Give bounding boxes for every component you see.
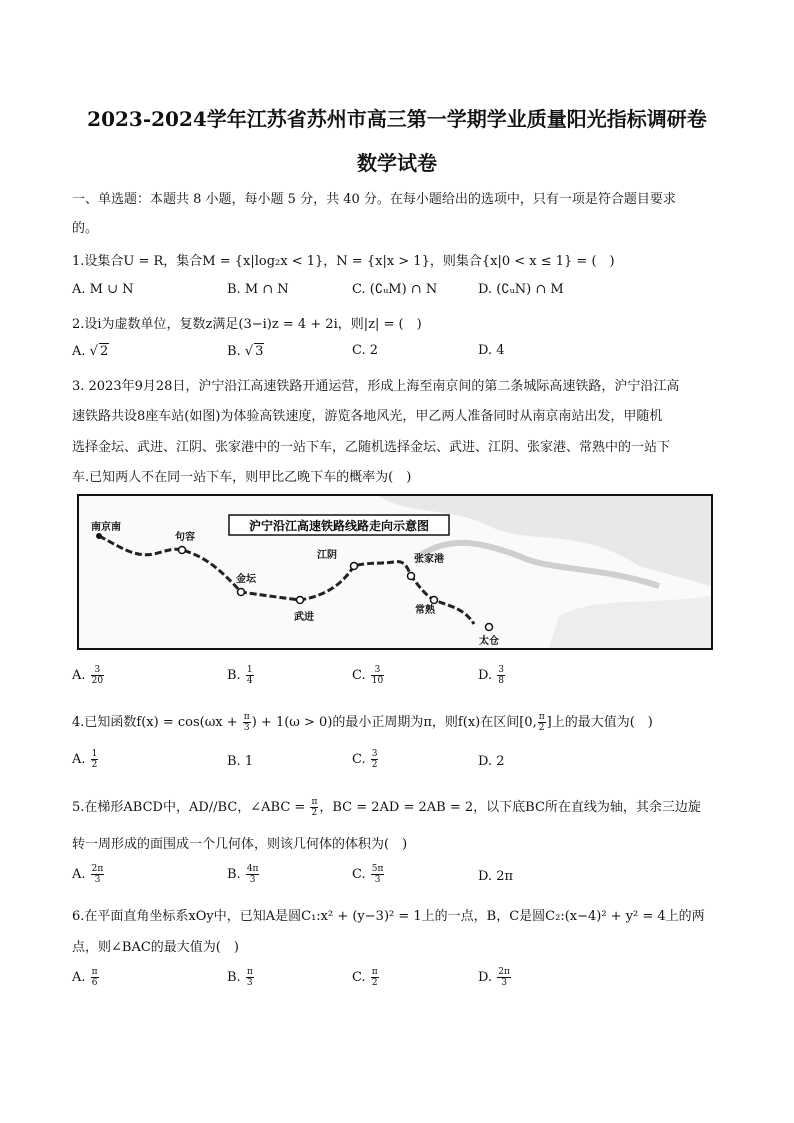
q3-option-b-den: 4 <box>246 676 253 686</box>
railway-map-title: 沪宁沿江高速铁路线路走向示意图 <box>248 519 430 533</box>
q2-option-b-label: B. <box>227 344 245 359</box>
station-label-jurong: 句容 <box>175 532 195 543</box>
q3-option-d-den: 8 <box>498 676 504 686</box>
q4-stem-part2: ) + 1(ω > 0)的最小正周期为π，则f(x)在区间[0, <box>251 715 537 730</box>
q4-option-c-den: 2 <box>371 760 378 770</box>
q2-option-a-label: A. <box>72 344 90 359</box>
q6-option-b-label: B. <box>227 970 245 985</box>
q6-option-a <box>72 967 100 988</box>
q5-option-a-num: 2π <box>91 864 104 874</box>
q3-option-d <box>478 665 506 686</box>
q3-option-d-num: 3 <box>498 665 504 675</box>
q4-option-a-den: 2 <box>91 760 98 770</box>
q3-option-c <box>352 665 385 686</box>
q2-option-a: A. √ 2 <box>72 344 109 359</box>
station-label-taicang: 太仓 <box>479 636 499 647</box>
railway-map-figure <box>79 496 711 648</box>
q3-option-d-label: D. <box>478 668 497 683</box>
document-title: 2023-2024学年江苏省苏州市高三第一学期学业质量阳光指标调研卷 <box>87 107 707 131</box>
section-heading-line2: 的。 <box>72 221 99 236</box>
q4-stem <box>72 711 653 733</box>
q5-option-a <box>72 864 105 885</box>
q5-option-a-label: A. <box>72 867 90 882</box>
document-subtitle: 数学试卷 <box>357 151 437 175</box>
q1-stem: 1.设集合U = R，集合M = {x|log₂x < 1}，N = {x|x > 1}，则集合{x|0 < x ≤ 1} = ( ) <box>72 254 615 269</box>
q6-option-c-label: C. <box>352 970 370 985</box>
q6-option-c-den: 2 <box>371 978 378 988</box>
q3-option-c-den: 10 <box>371 676 384 686</box>
q6-option-a-num: π <box>91 967 98 977</box>
station-label-wujin: 武进 <box>294 612 314 623</box>
q3-stem-line2: 速铁路共设8座车站(如图)为体验高铁速度，游览各地风光，甲乙两人准备同时从南京南站出发，甲随机 <box>72 409 663 424</box>
q5-stem-line2: 转一周形成的面围成一个几何体，则该几何体的体积为( ) <box>72 837 408 852</box>
q6-option-b-num: π <box>246 967 253 977</box>
q6-option-a-label: A. <box>72 970 90 985</box>
q3-stem-line3: 选择金坛、武进、江阴、张家港中的一站下车，乙随机选择金坛、武进、江阴、张家港、常熟中的一站下 <box>72 440 671 455</box>
q6-option-b <box>227 967 255 988</box>
railway-map <box>77 494 713 650</box>
q4-frac2-num: π <box>538 712 545 722</box>
q6-option-c-num: π <box>371 967 378 977</box>
q5-option-b-num: 4π <box>246 864 259 874</box>
q6-option-d <box>478 967 512 988</box>
q3-option-a-den: 20 <box>91 676 104 686</box>
q3-option-c-num: 3 <box>371 665 384 676</box>
q3-option-a <box>72 665 105 686</box>
q2-option-a-radicand: 2 <box>99 344 109 359</box>
q4-option-a-label: A. <box>72 752 90 767</box>
q2-stem: 2.设i为虚数单位，复数z满足(3−i)z = 4 + 2i，则|z| = ( ) <box>72 317 422 332</box>
q5-option-b <box>227 864 260 885</box>
q5-option-b-label: B. <box>227 867 245 882</box>
station-label-jintan: 金坛 <box>236 574 256 585</box>
q4-stem-part1: 4.已知函数f(x) = cos(ωx + <box>72 715 242 730</box>
q2-option-c: C. 2 <box>352 343 379 358</box>
q4-option-c <box>352 749 379 770</box>
q5-option-a-den: 3 <box>94 875 101 885</box>
q4-frac2-den: 2 <box>538 723 545 733</box>
q6-stem-line1: 6.在平面直角坐标系xOy中，已知A是圆C₁:x² + (y−3)² = 1上的一点，B，C是圆C₂:(x−4)² + y² = 4上的两 <box>72 909 705 924</box>
q6-stem-line2: 点，则∠BAC的最大值为( ) <box>72 940 239 955</box>
q3-option-a-num: 3 <box>91 665 104 676</box>
q4-option-b: B. 1 <box>227 754 254 769</box>
q6-option-d-label: D. <box>478 970 497 985</box>
q4-option-a-num: 1 <box>91 749 98 759</box>
q6-option-d-den: 3 <box>501 978 507 988</box>
q6-option-b-den: 3 <box>246 978 253 988</box>
q5-frac-den: 2 <box>311 808 318 818</box>
q5-stem-part1: 5.在梯形ABCD中，AD//BC，∠ABC = <box>72 800 310 815</box>
q1-option-b: B. M ∩ N <box>227 282 289 297</box>
q5-option-c <box>352 864 385 885</box>
q5-frac-num: π <box>311 797 318 807</box>
q3-stem-line4: 车.已知两人不在同一站下车，则甲比乙晚下车的概率为( ) <box>72 470 412 485</box>
q3-option-b-label: B. <box>227 668 245 683</box>
q1-option-d: D. (∁ᵤN) ∩ M <box>478 282 564 297</box>
q6-option-d-num: 2π <box>498 967 510 977</box>
station-label-jiangyin: 江阴 <box>317 550 337 561</box>
station-label-nanjingnan: 南京南 <box>91 522 121 533</box>
q5-stem-line1 <box>72 796 701 818</box>
q2-option-d: D. 4 <box>478 343 505 358</box>
q6-option-a-den: 6 <box>91 978 98 988</box>
q3-option-a-label: A. <box>72 668 90 683</box>
section-heading-line1: 一、单选题：本题共 8 小题，每小题 5 分，共 40 分。在每小题给出的选项中，只有一项是符合题目要求 <box>72 192 676 207</box>
q3-option-b-num: 1 <box>246 665 253 675</box>
q5-stem-part2: ，BC = 2AD = 2AB = 2，以下底BC所在直线为轴，其余三边旋 <box>319 800 701 815</box>
q1-option-a: A. M ∪ N <box>72 282 134 297</box>
q4-stem-part3: ]上的最大值为( ) <box>546 715 653 730</box>
q4-option-a <box>72 749 99 770</box>
q4-option-c-label: C. <box>352 752 370 767</box>
q4-frac1-num: π <box>243 712 250 722</box>
q2-option-b: B. √ 3 <box>227 344 264 359</box>
q3-stem-line1: 3. 2023年9月28日，沪宁沿江高速铁路开通运营，形成上海至南京间的第二条城际高速铁路，沪宁沿江高 <box>72 379 680 394</box>
q5-option-b-den: 3 <box>249 875 256 885</box>
q4-option-d: D. 2 <box>478 754 505 769</box>
q2-option-b-radicand: 3 <box>255 344 264 359</box>
q5-option-c-num: 5π <box>371 864 384 874</box>
q4-option-c-num: 3 <box>371 749 378 759</box>
q6-option-c <box>352 967 380 988</box>
station-label-changshu: 常熟 <box>415 605 435 616</box>
q3-option-b <box>227 665 255 686</box>
station-label-zhangjiagang: 张家港 <box>414 554 444 565</box>
q5-option-c-label: C. <box>352 867 370 882</box>
q5-option-c-den: 3 <box>374 875 381 885</box>
q4-frac1-den: 3 <box>243 723 250 733</box>
q3-option-c-label: C. <box>352 668 370 683</box>
q1-option-c: C. (∁ᵤM) ∩ N <box>352 282 438 297</box>
q5-option-d: D. 2π <box>478 869 514 884</box>
